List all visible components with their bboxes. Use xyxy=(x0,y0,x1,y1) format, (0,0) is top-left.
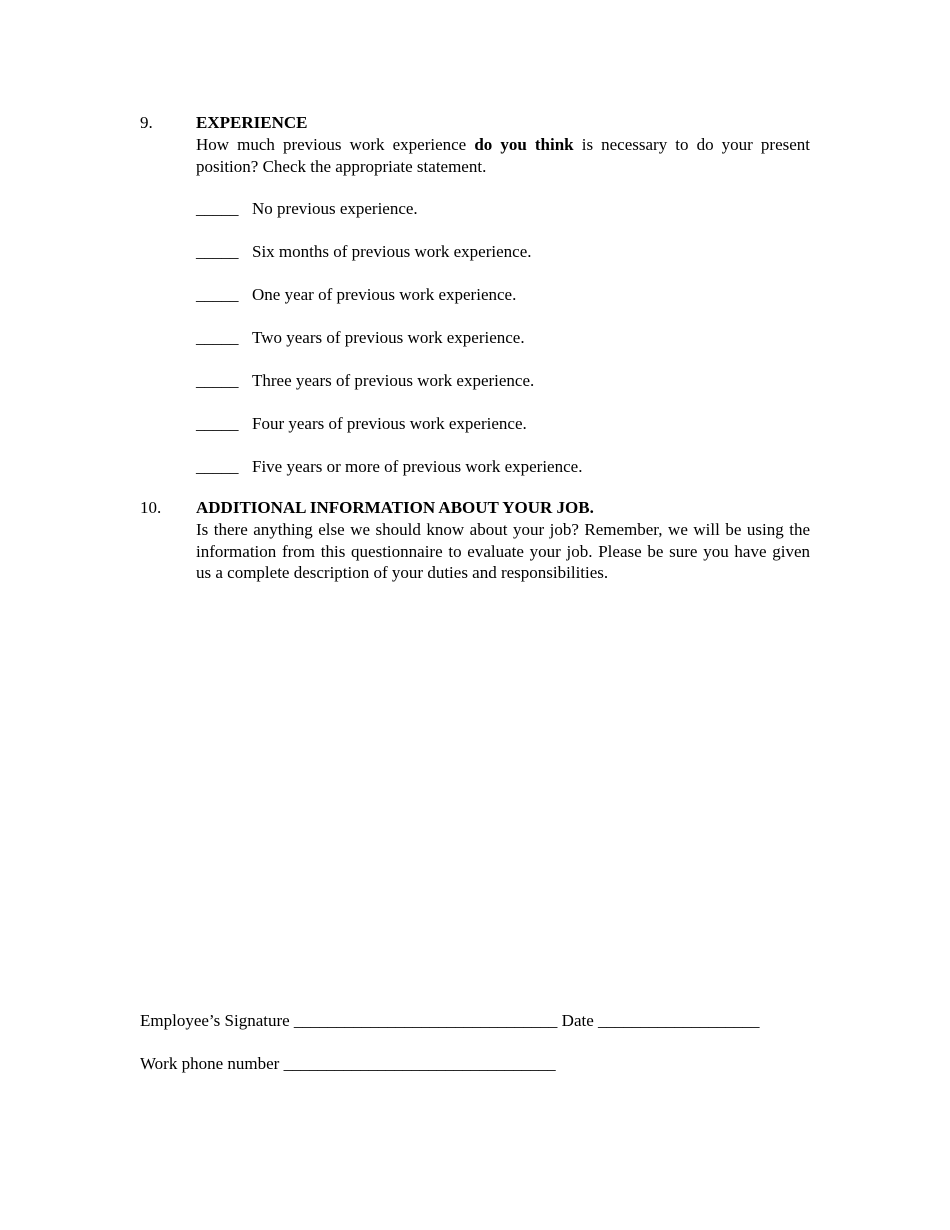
experience-prompt-emphasis: do you think xyxy=(474,135,574,154)
experience-option-none[interactable] xyxy=(196,198,418,220)
additional-info-heading: ADDITIONAL INFORMATION ABOUT YOUR JOB. xyxy=(196,498,594,517)
experience-prompt-start: How much previous work experience xyxy=(196,135,467,154)
check-blank[interactable]: _____ xyxy=(196,328,239,347)
work-phone-line xyxy=(140,1053,556,1075)
option-label: Six months of previous work experience. xyxy=(252,242,532,261)
experience-section-number: 9. xyxy=(140,113,153,132)
work-phone-field[interactable]: ________________________________ xyxy=(283,1054,556,1073)
check-blank[interactable]: _____ xyxy=(196,199,239,218)
check-blank[interactable]: _____ xyxy=(196,414,239,433)
experience-option-two-years[interactable] xyxy=(196,327,525,349)
date-field[interactable]: ___________________ xyxy=(598,1011,760,1030)
option-label: Four years of previous work experience. xyxy=(252,414,527,433)
additional-info-section-body xyxy=(196,497,810,584)
check-blank[interactable]: _____ xyxy=(196,371,239,390)
experience-heading: EXPERIENCE xyxy=(196,113,308,132)
option-label: No previous experience. xyxy=(252,199,418,218)
experience-option-five-plus-years[interactable] xyxy=(196,456,582,478)
experience-option-three-years[interactable] xyxy=(196,370,534,392)
additional-info-text: Is there anything else we should know about your job? Remember, we will be using the information from this questionnaire to evaluate your job. Please be sure you have given us a complete description of your duties and responsibilities. xyxy=(196,520,810,582)
experience-prompt xyxy=(196,134,810,177)
experience-option-one-year[interactable] xyxy=(196,284,516,306)
check-blank[interactable]: _____ xyxy=(196,457,239,476)
signature-line xyxy=(140,1010,760,1032)
signature-field[interactable]: _______________________________ xyxy=(293,1011,558,1030)
experience-option-four-years[interactable] xyxy=(196,413,527,435)
additional-info-section-number: 10. xyxy=(140,498,162,517)
option-label: Two years of previous work experience. xyxy=(252,328,525,347)
work-phone-label: Work phone number xyxy=(140,1054,280,1073)
option-label: One year of previous work experience. xyxy=(252,285,517,304)
experience-section-body xyxy=(196,112,810,177)
signature-label: Employee’s Signature xyxy=(140,1011,290,1030)
option-label: Five years or more of previous work experience. xyxy=(252,457,583,476)
option-label: Three years of previous work experience. xyxy=(252,371,535,390)
experience-option-six-months[interactable] xyxy=(196,241,532,263)
date-label: Date xyxy=(561,1011,594,1030)
check-blank[interactable]: _____ xyxy=(196,285,239,304)
check-blank[interactable]: _____ xyxy=(196,242,239,261)
experience-prompt-end: is necessary to do your present position? Check the appropriate statement. xyxy=(196,135,810,176)
